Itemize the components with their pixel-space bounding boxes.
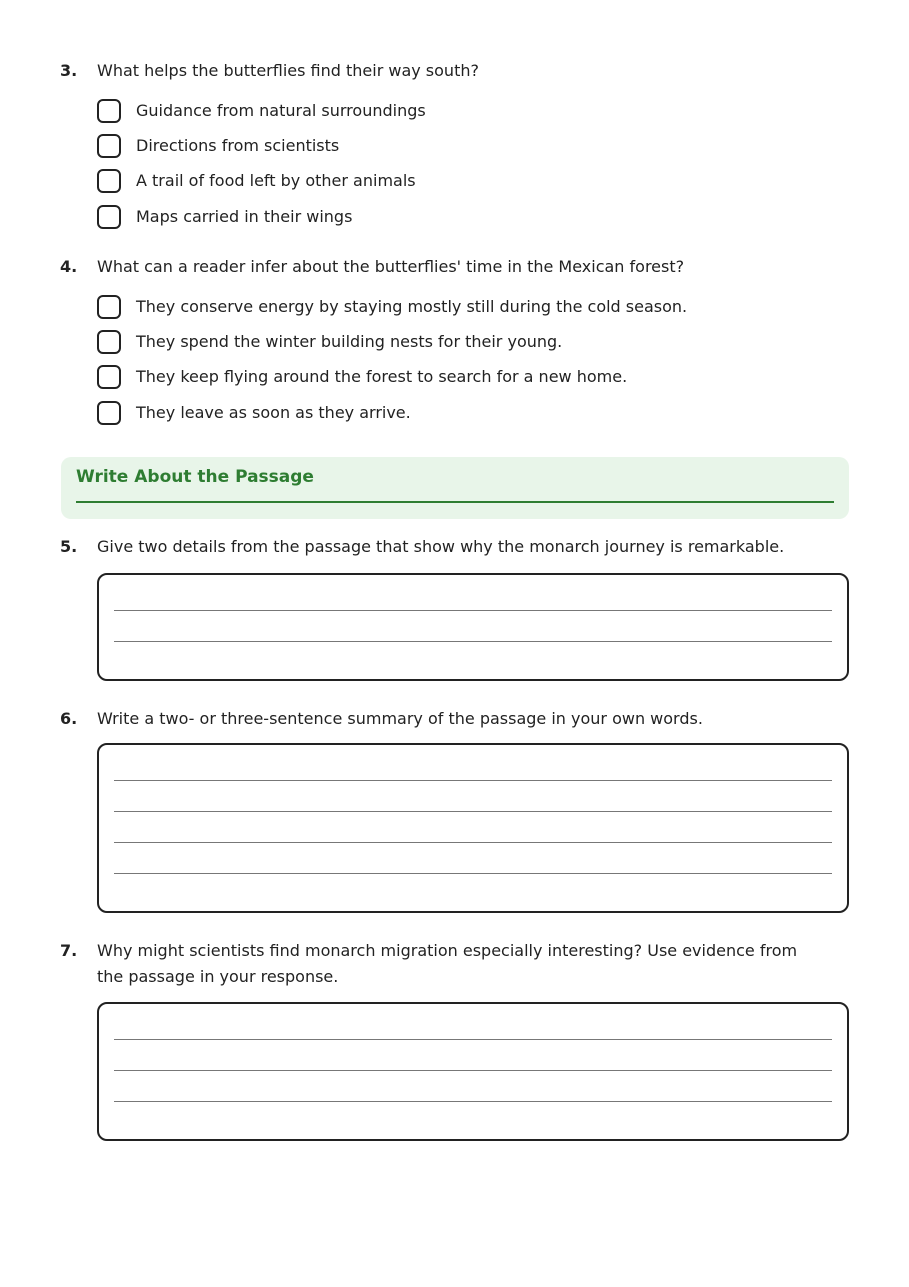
option-label: They leave as soon as they arrive. [136, 403, 411, 422]
question-text: Write a two- or three-sentence summary of the passage in your own words. [97, 709, 703, 728]
writing-line [114, 1101, 832, 1102]
answer-box[interactable] [97, 573, 849, 681]
writing-line [114, 811, 832, 812]
answer-box[interactable] [97, 1002, 849, 1141]
question-text: What can a reader infer about the butterflies' time in the Mexican forest? [97, 257, 685, 276]
question-number: 6. [60, 709, 78, 728]
answer-box[interactable] [97, 743, 849, 913]
writing-line [114, 842, 832, 843]
option-label: Maps carried in their wings [136, 207, 353, 226]
question-6 [60, 706, 840, 734]
question-3 [60, 58, 840, 86]
option-label: They conserve energy by staying mostly still during the cold season. [136, 297, 688, 316]
writing-line [114, 1039, 832, 1040]
checkbox[interactable] [97, 295, 121, 319]
question-4 [60, 254, 840, 282]
option-label: They spend the winter building nests for their young. [136, 332, 563, 351]
section-title: Write About the Passage [76, 467, 314, 487]
checkbox[interactable] [97, 401, 121, 425]
question-number: 7. [60, 941, 78, 960]
checkbox[interactable] [97, 134, 121, 158]
writing-line [114, 873, 832, 874]
checkbox[interactable] [97, 99, 121, 123]
question-text: Give two details from the passage that show why the monarch journey is remarkable. [97, 537, 785, 556]
writing-line [114, 1070, 832, 1071]
checkbox[interactable] [97, 205, 121, 229]
writing-line [114, 780, 832, 781]
section-header [61, 457, 849, 519]
question-number: 3. [60, 61, 78, 80]
option-label: Directions from scientists [136, 136, 340, 155]
option-label: A trail of food left by other animals [136, 171, 416, 190]
question-text: Why might scientists find monarch migration especially interesting? Use evidence from the passage in your response. [97, 941, 798, 986]
writing-line [114, 641, 832, 642]
writing-line [114, 610, 832, 611]
section-divider [76, 501, 834, 503]
checkbox[interactable] [97, 169, 121, 193]
question-text: What helps the butterflies find their way south? [97, 61, 479, 80]
checkbox[interactable] [97, 365, 121, 389]
question-number: 4. [60, 257, 78, 276]
question-number: 5. [60, 537, 78, 556]
question-7 [60, 938, 840, 992]
option-label: Guidance from natural surroundings [136, 101, 426, 120]
option-label: They keep flying around the forest to search for a new home. [136, 367, 628, 386]
question-5 [60, 534, 840, 562]
checkbox[interactable] [97, 330, 121, 354]
